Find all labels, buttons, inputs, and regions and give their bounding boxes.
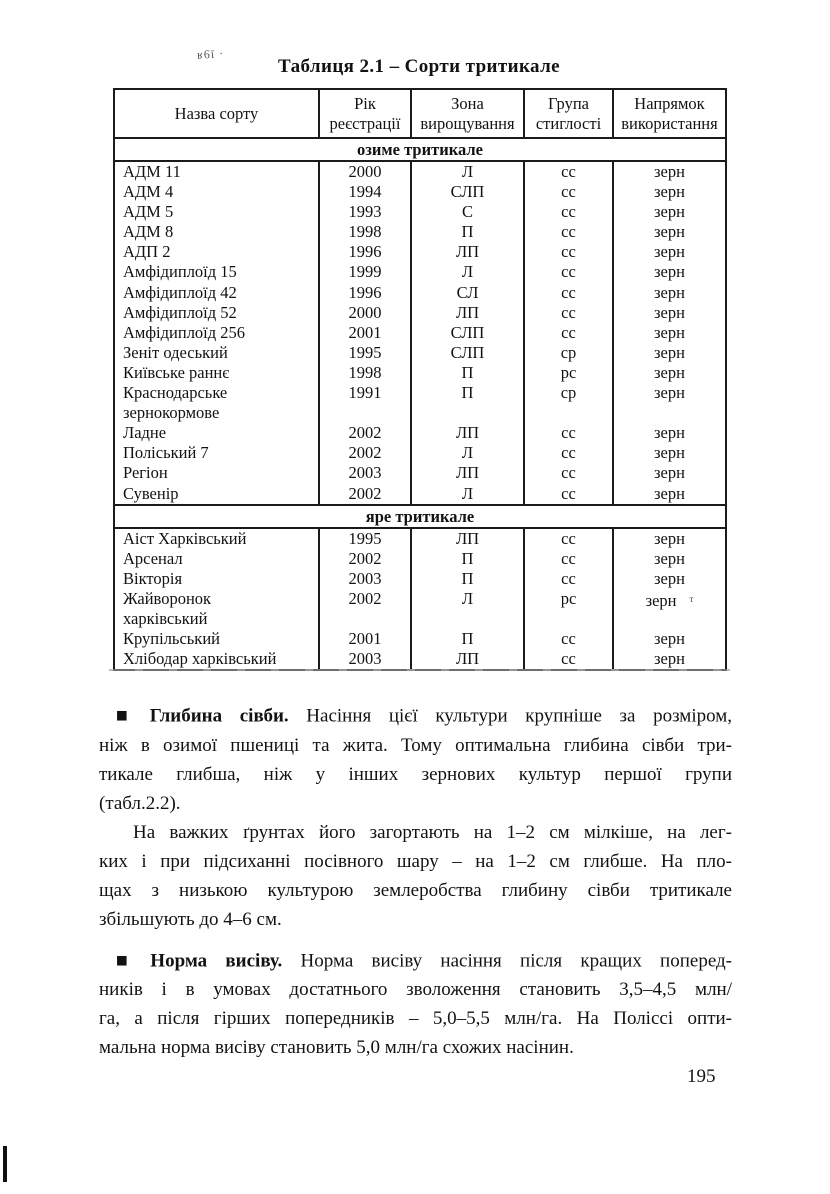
cell-variety-name: АДМ 11	[123, 162, 181, 181]
cell-zone: СЛ	[411, 283, 524, 303]
table-row	[114, 323, 726, 343]
cell-zone: ЛП	[411, 303, 524, 323]
text-line: ників і в умовах достатнього зволоження становить 3,5–4,5 млн/	[99, 979, 732, 1000]
table-row	[114, 589, 726, 629]
cell-maturity-group: сс	[524, 484, 613, 505]
cell-zone: ЛП	[411, 463, 524, 483]
col-header-year: Рік реєстрації	[319, 89, 411, 138]
cell-maturity-group: рс	[524, 589, 613, 629]
table-row	[114, 262, 726, 282]
cell-year: 2002	[319, 443, 411, 463]
table-row	[114, 343, 726, 363]
cell-zone: П	[411, 629, 524, 649]
cell-use: зерн	[613, 383, 726, 423]
cell-variety-name: Аіст Харківський	[123, 528, 247, 548]
cell-year: 2003	[319, 463, 411, 483]
cell-year: 2000	[319, 161, 411, 182]
text-line: ніж в озимої пшениці та жита. Тому оптимальна глибина сівби три-	[99, 734, 732, 756]
text-line: щах з низькою культурою землеробства глибину сівби тритикале	[99, 879, 732, 901]
cell-maturity-group: сс	[524, 242, 613, 262]
cell-maturity-group: сс	[524, 423, 613, 443]
cell-maturity-group: сс	[524, 283, 613, 303]
text-line: мальна норма висіву становить 5,0 млн/га схожих насінин.	[99, 1037, 574, 1058]
cell-use: зерн	[613, 549, 726, 569]
cell-year: 2002	[319, 589, 411, 629]
cell-maturity-group: сс	[524, 222, 613, 242]
cell-variety-name: Зеніт одеський	[123, 342, 228, 362]
cell-maturity-group: сс	[524, 649, 613, 670]
cell-maturity-group: сс	[524, 202, 613, 222]
cell-variety-name: Крупільський	[123, 629, 220, 649]
cell-use: зерн $^т$	[613, 589, 726, 629]
cell-variety-name: Вікторія	[123, 568, 183, 588]
cell-use: зерн	[613, 182, 726, 202]
table-row	[114, 363, 726, 383]
table-row	[114, 303, 726, 323]
cell-use: зерн	[613, 463, 726, 483]
text-line: На важких ґрунтах його загортають на 1–2 см мілкіше, на лег-	[133, 821, 732, 843]
table-row	[114, 182, 726, 202]
cell-zone: СЛП	[411, 323, 524, 343]
paragraph	[99, 700, 732, 818]
cell-maturity-group: сс	[524, 323, 613, 343]
cell-year: 2000	[319, 303, 411, 323]
cell-year: 2002	[319, 549, 411, 569]
cell-variety-name: АДМ 8	[123, 222, 174, 242]
table-row	[114, 649, 726, 670]
square-bullet-icon: ■	[116, 951, 142, 967]
cell-variety-name: Арсенал	[123, 548, 183, 568]
cell-zone: Л	[411, 262, 524, 282]
cell-zone: П	[411, 549, 524, 569]
cell-maturity-group: сс	[524, 262, 613, 282]
col-header-use: Напрямок використання	[613, 89, 726, 138]
scan-shadow-line	[109, 669, 730, 671]
paragraph-lead: Глибина сівби.	[149, 705, 307, 727]
cell-use: зерн	[613, 443, 726, 463]
cell-maturity-group: сс	[524, 569, 613, 589]
text-line: ких і при підсиханні посівного шару – на 1–2 см глибше. На пло-	[99, 850, 732, 872]
section-header: яре тритикале	[114, 505, 726, 528]
cell-use: зерн	[613, 343, 726, 363]
cell-variety-name: АДП 2	[123, 242, 171, 262]
cell-zone: ЛП	[411, 242, 524, 262]
text-line: ■ Глибина сівби. Насіння цієї культури крупніше за розміром,	[116, 705, 733, 727]
paragraph	[99, 945, 732, 1063]
table-row	[114, 443, 726, 463]
cell-variety-name: Поліський 7	[123, 443, 209, 463]
scan-speck: т	[689, 593, 694, 604]
cell-zone: ЛП	[411, 423, 524, 443]
cell-maturity-group: сс	[524, 629, 613, 649]
handwriting-smudge: ʁ6ī ·	[196, 46, 225, 62]
cell-maturity-group: ср	[524, 383, 613, 423]
square-bullet-icon: ■	[116, 707, 141, 722]
cell-year: 1999	[319, 262, 411, 282]
cell-zone: П	[411, 222, 524, 242]
varieties-table	[113, 88, 727, 671]
cell-zone: ЛП	[411, 649, 524, 670]
cell-variety-name: Регіон	[123, 463, 168, 483]
cell-year: 2002	[319, 423, 411, 443]
table-row	[114, 463, 726, 483]
cell-maturity-group: сс	[524, 528, 613, 549]
cell-maturity-group: ср	[524, 343, 613, 363]
cell-use: зерн	[613, 484, 726, 505]
text-line: (табл.2.2).	[99, 792, 181, 814]
cell-variety-name: Хлібодар харківський	[123, 649, 277, 669]
col-header-name: Назва сорту	[114, 89, 319, 138]
cell-variety-name: Амфідиплоїд 256	[123, 322, 246, 342]
cell-maturity-group: сс	[524, 463, 613, 483]
cell-use: зерн	[613, 262, 726, 282]
table-row	[114, 423, 726, 443]
cell-variety-name: Ладне	[123, 423, 167, 443]
cell-maturity-group: сс	[524, 549, 613, 569]
table-row	[114, 528, 726, 549]
cell-zone: П	[411, 363, 524, 383]
cell-use: зерн	[613, 222, 726, 242]
table-header-row	[114, 89, 726, 138]
cell-maturity-group: сс	[524, 161, 613, 182]
cell-maturity-group: сс	[524, 182, 613, 202]
cell-year: 2002	[319, 484, 411, 505]
cell-use: зерн	[613, 363, 726, 383]
cell-variety-name: Київське раннє	[123, 362, 230, 382]
cell-maturity-group: сс	[524, 443, 613, 463]
table-row	[114, 283, 726, 303]
text-line: збільшують до 4–6 см.	[99, 908, 282, 930]
cell-year: 1998	[319, 222, 411, 242]
cell-year: 1996	[319, 242, 411, 262]
cell-variety-name: АДМ 4	[123, 182, 174, 202]
cell-year: 1996	[319, 283, 411, 303]
body-text	[99, 700, 732, 1062]
table-title: Таблиця 2.1 – Сорти тритикале	[277, 56, 560, 77]
cell-maturity-group: рс	[524, 363, 613, 383]
cell-use: зерн	[613, 569, 726, 589]
cell-variety-name: Амфідиплоїд 52	[123, 302, 237, 322]
table-row	[114, 484, 726, 505]
col-header-maturity: Група стиглості	[524, 89, 613, 138]
cell-use: зерн	[613, 161, 726, 182]
cell-use: зерн	[613, 303, 726, 323]
cell-zone: П	[411, 569, 524, 589]
table-row	[114, 629, 726, 649]
cell-year: 2003	[319, 649, 411, 670]
cell-year: 1998	[319, 363, 411, 383]
cell-zone: Л	[411, 589, 524, 629]
cell-year: 1995	[319, 528, 411, 549]
cell-zone: Л	[411, 484, 524, 505]
cell-variety-name: Краснодарське зернокормове	[123, 383, 228, 423]
cell-use: зерн	[613, 528, 726, 549]
cell-use: зерн	[613, 649, 726, 670]
cell-use: зерн	[613, 323, 726, 343]
cell-use: зерн	[613, 283, 726, 303]
table-row	[114, 242, 726, 262]
cell-use: зерн	[613, 629, 726, 649]
cell-variety-name: Сувенір	[123, 483, 179, 503]
cell-zone: СЛП	[411, 343, 524, 363]
paragraph	[99, 818, 732, 934]
cell-zone: Л	[411, 443, 524, 463]
table-row	[114, 161, 726, 182]
table-row	[114, 549, 726, 569]
cell-year: 1994	[319, 182, 411, 202]
cell-maturity-group: сс	[524, 303, 613, 323]
cell-variety-name: Амфідиплоїд 15	[123, 262, 237, 282]
cell-year: 1991	[319, 383, 411, 423]
section-header-row	[114, 138, 726, 161]
page-number: 195	[687, 1066, 716, 1087]
cell-zone: С	[411, 202, 524, 222]
scan-edge-artifact	[3, 1146, 7, 1182]
table-row	[114, 222, 726, 242]
paragraph-lead: Норма висіву.	[150, 950, 301, 971]
table-row	[114, 202, 726, 222]
cell-variety-name: Жайворонок харківський	[123, 588, 212, 628]
cell-variety-name: Амфідиплоїд 42	[123, 282, 237, 302]
cell-variety-name: АДМ 5	[123, 202, 174, 222]
cell-year: 1995	[319, 343, 411, 363]
section-header-row	[114, 505, 726, 528]
section-header: озиме тритикале	[114, 138, 726, 161]
cell-year: 2003	[319, 569, 411, 589]
cell-zone: П	[411, 383, 524, 423]
table-row	[114, 383, 726, 423]
col-header-zone: Зона вирощування	[411, 89, 524, 138]
cell-use: зерн	[613, 423, 726, 443]
cell-use: зерн	[613, 202, 726, 222]
cell-zone: ЛП	[411, 528, 524, 549]
text-line: ■ Норма висіву. Норма висіву насіння після кращих поперед-	[116, 950, 732, 971]
table-row	[114, 569, 726, 589]
cell-zone: Л	[411, 161, 524, 182]
text-line: га, а після гірших попередників – 5,0–5,5 млн/га. На Поліссі опти-	[99, 1008, 732, 1029]
text-line: тикале глибша, ніж у інших зернових культур першої групи	[99, 763, 732, 785]
cell-use: зерн	[613, 242, 726, 262]
cell-year: 1993	[319, 202, 411, 222]
cell-year: 2001	[319, 323, 411, 343]
cell-zone: СЛП	[411, 182, 524, 202]
cell-year: 2001	[319, 629, 411, 649]
